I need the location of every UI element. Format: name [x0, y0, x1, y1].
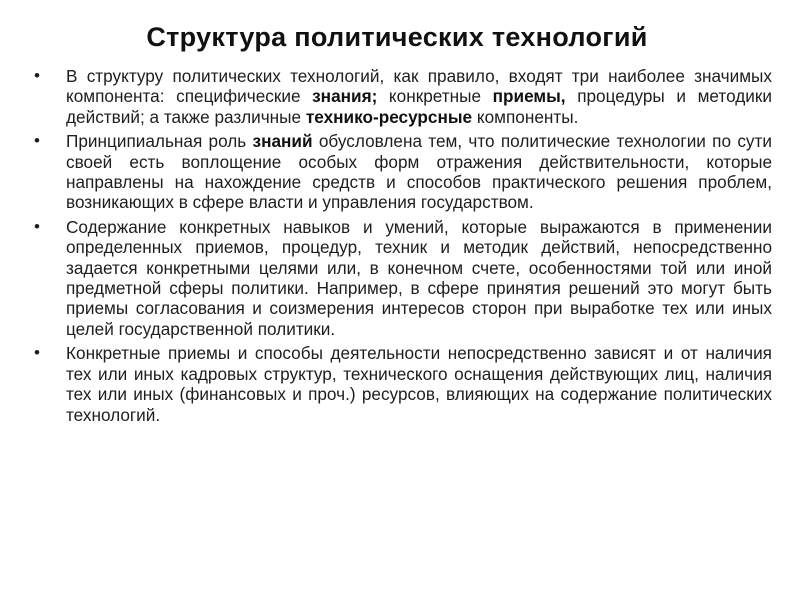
- text-segment: Принципиальная роль: [66, 131, 253, 152]
- text-segment: компоненты.: [472, 106, 579, 127]
- text-segment: конкретные: [377, 86, 493, 107]
- bullet-item: [32, 217, 772, 339]
- text-segment-bold: знания;: [312, 86, 378, 107]
- text-segment-bold: технико-ресурсные: [305, 106, 473, 127]
- text-segment: Конкретные приемы и способы деятельности непосредственно зависят и от наличия тех или иных кадровых структур, технического оснащения действующих лиц, наличия тех или иных (финансовых и проч.) ресурсов, влияющих на содержание политических технологий.: [66, 343, 772, 425]
- bullet-text: [66, 131, 772, 212]
- bullet-dot-icon: •: [34, 343, 40, 363]
- bullet-item: [32, 131, 772, 213]
- text-segment: процедуры и методики действий; а также различные: [66, 86, 772, 127]
- text-segment: обусловлена тем, что политические технологии по сути своей есть воплощение особых форм отражения действительности, которые направлены на нахождение средств и способов практического решения проблем, возникающих в сфере власти и управления государством.: [66, 131, 772, 213]
- bullet-dot-icon: •: [34, 66, 40, 85]
- bullet-text: [66, 217, 772, 339]
- bullet-item: [32, 343, 772, 425]
- bullet-text: [66, 66, 772, 127]
- bullet-dot-icon: •: [34, 216, 40, 236]
- bullet-item: [32, 66, 772, 127]
- text-segment-bold: знаний: [252, 131, 313, 152]
- text-segment: Содержание конкретных навыков и умений, которые выражаются в применении определенных приемов, процедур, техник и методик действий, непосредственно задается конкретными целями или, в конечном счете, особенностями той или иной предметной сферы политики. Например, в сфере принятия решений это могут быть приемы согласования и соизмерения интересов сторон при выработке тех или иных целей государственной политики.: [66, 216, 772, 339]
- text-segment-bold: приемы,: [492, 86, 566, 107]
- slide-title: [0, 22, 800, 53]
- slide-title-text: Структура политических технологий: [146, 22, 648, 52]
- bullet-dot-icon: •: [34, 131, 40, 151]
- bullet-list: [32, 66, 772, 429]
- text-segment: В структуру политических технологий, как правило, входят три наиболее значимых компонента: специфические: [66, 66, 772, 107]
- bullet-text: [66, 343, 772, 424]
